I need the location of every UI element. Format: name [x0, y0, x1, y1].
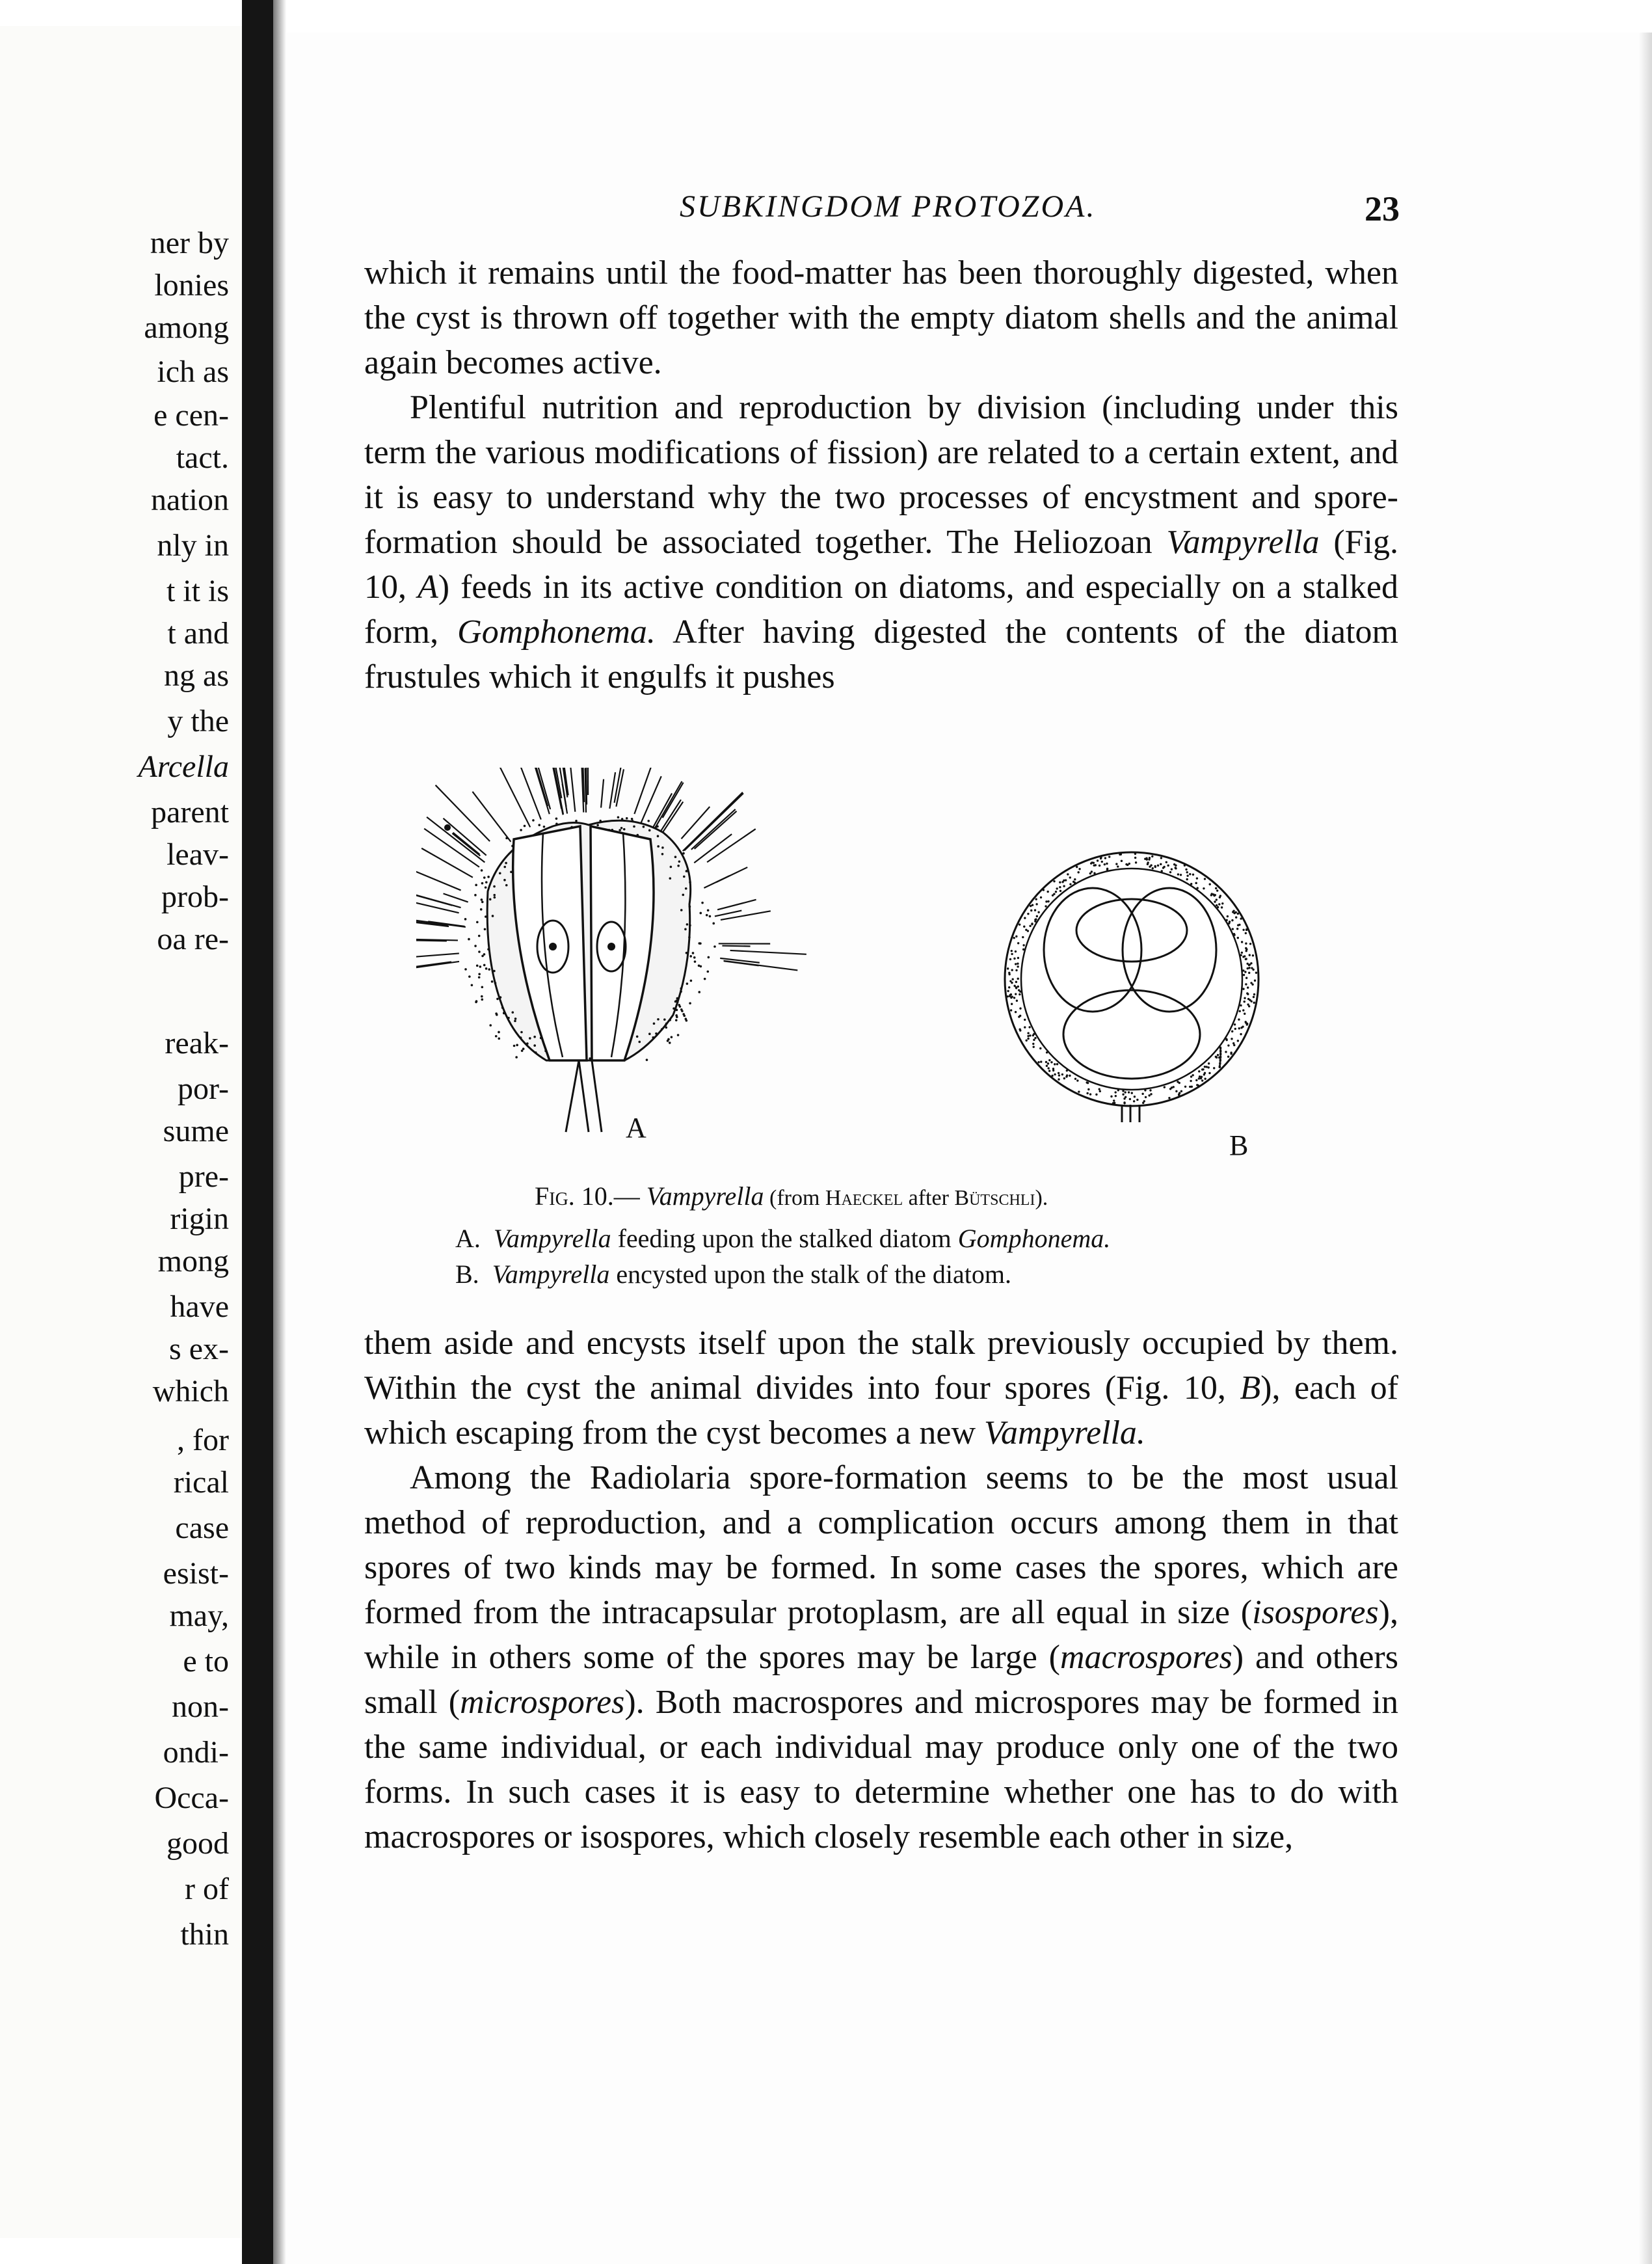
left-page-text-fragment: ner by: [150, 226, 229, 260]
vampyrella-cyst-drawing: [1005, 852, 1259, 1161]
left-page-text-fragment: , for: [177, 1423, 229, 1457]
left-page-text-fragment: case: [175, 1511, 229, 1545]
caption-fig-number: Fig. 10.: [535, 1181, 614, 1211]
left-page-text-fragment: among: [144, 310, 229, 345]
body-paragraph: them aside and encysts itself upon the stalk previously occupied by them. Within the cyst the animal divides into four spores (Fig. 10, B), each of which escaping from the cyst becomes a new Vampyrella.: [364, 1325, 1398, 1451]
left-page-text-fragment: nation: [151, 483, 229, 517]
figure-label-b: B: [1229, 1129, 1249, 1161]
left-page-text-fragment: ich as: [157, 355, 229, 389]
left-page-text-fragment: mong: [157, 1244, 229, 1278]
gutter-shadow: [273, 0, 286, 2264]
left-page-text-fragment: t and: [167, 616, 229, 651]
figure-label-a: A: [626, 1112, 646, 1144]
left-page-text-fragment: t it is: [166, 574, 229, 608]
left-page-text-fragment: nly in: [157, 528, 229, 563]
left-page-text-fragment: e to: [183, 1644, 229, 1678]
left-page-text-fragment: tact.: [176, 440, 229, 475]
left-page-text-fragment: ng as: [164, 658, 229, 693]
left-page-text-fragment: good: [167, 1826, 229, 1861]
left-page-text-fragment: have: [170, 1289, 229, 1324]
left-page-text-fragment: lonies: [154, 268, 229, 303]
caption-genus: Vampyrella: [646, 1181, 764, 1211]
left-page-text-fragment: s ex-: [169, 1332, 229, 1366]
left-page-text-fragment: may,: [169, 1598, 229, 1633]
body-paragraph: Among the Radiolaria spore-formation seems to be the most usual method of reproduction, and a complication occurs among them in that spores of two kinds may be formed. In some cases the spores, which are formed from the intracapsular protoplasm, are all equal in size (isospores), while in others some of the spores may be large (macrospores) and others small (microspores). Both macrospores and microspores may be formed in the same individual, or each individual may produce only one of the two forms. In such cases it is easy to determine whether one has to do with macrospores or isospores, which closely resemble each other in size,: [364, 1459, 1398, 1855]
left-facing-page: [0, 26, 242, 2238]
left-page-text-fragment: y the: [167, 704, 229, 738]
left-page-text-fragment: ondi-: [163, 1735, 229, 1770]
left-page-text-fragment: leav-: [167, 837, 229, 872]
left-page-text-fragment: prob-: [161, 880, 229, 914]
caption-author-haeckel: Haeckel: [825, 1186, 903, 1210]
left-page-text-fragment: rigin: [170, 1202, 229, 1236]
left-page-text-fragment: parent: [151, 795, 229, 829]
left-page-text-fragment: Occa-: [154, 1781, 229, 1815]
left-page-text-fragment: sume: [163, 1114, 229, 1148]
caption-author-butschli: Bütschli: [954, 1186, 1035, 1210]
left-page-text-fragment: e cen-: [153, 398, 229, 433]
body-text-top: [364, 250, 1398, 699]
left-page-text-fragment: Arcella: [138, 749, 229, 784]
caption-item-b: B. Vampyrella encysted upon the stalk of the diatom.: [455, 1260, 1012, 1289]
left-page-text-fragment: thin: [180, 1917, 229, 1952]
body-paragraph: which it remains until the food-matter has been thoroughly digested, when the cyst is thrown off together with the empty diatom shells and the animal again becomes active.: [364, 254, 1398, 381]
left-page-text-fragment: por-: [177, 1071, 229, 1106]
diatom-stalk: [566, 1060, 602, 1132]
left-page-text-fragment: which: [152, 1374, 229, 1408]
page-edge-shadow: [1639, 33, 1652, 2264]
running-head: SUBKINGDOM PROTOZOA.: [680, 189, 1097, 224]
left-page-text-fragment: pre-: [178, 1159, 229, 1194]
left-page-text-fragment: non-: [172, 1690, 229, 1724]
left-page-text-fragment: oa re-: [157, 922, 229, 956]
vampyrella-feeding-drawing: [416, 768, 806, 1144]
page-number: 23: [1365, 189, 1400, 228]
body-text-bottom: [364, 1321, 1398, 1859]
figure-caption: Fig. 10.— Vampyrella (from Haeckel after Bütschli).: [535, 1181, 1048, 1211]
left-page-text-fragment: rical: [173, 1465, 229, 1500]
cyst-inner-wall: [1021, 869, 1242, 1090]
body-paragraph: Plentiful nutrition and reproduction by division (including under this term the various modifications of fission) are related to a certain extent, and it is easy to understand why the two processes of encystment and spore-formation should be associated together. The Heliozoan Vampyrella (Fig. 10, A) feeds in its active condition on diatoms, and especially on a stalked form, Gomphonema. After having digested the contents of the diatom frustules which it engulfs it pushes: [364, 389, 1399, 695]
cyst-stalk: [1122, 1105, 1139, 1122]
figure-10-illustration: [416, 768, 1340, 1191]
caption-item-a: A. Vampyrella feeding upon the stalked diatom Gomphonema.: [455, 1224, 1111, 1253]
book-gutter: [242, 0, 273, 2264]
left-page-text-fragment: esist-: [163, 1556, 229, 1591]
left-page-text-fragment: reak-: [165, 1026, 229, 1060]
left-page-text-fragment: r of: [185, 1872, 229, 1906]
